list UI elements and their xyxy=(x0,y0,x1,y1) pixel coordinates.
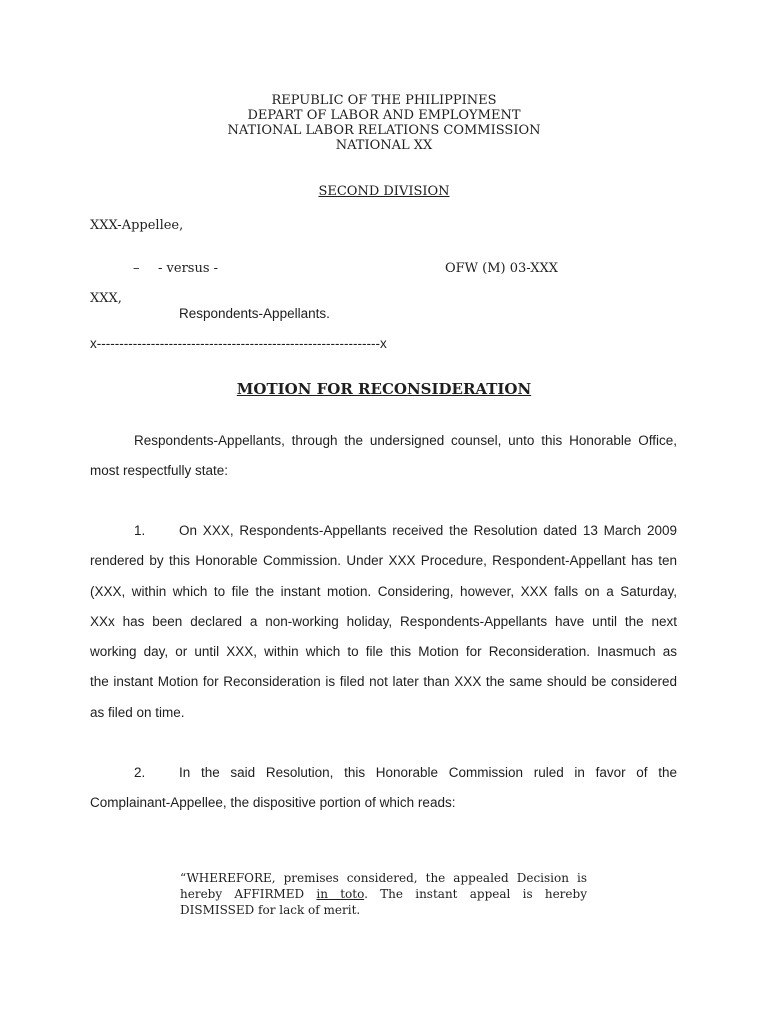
paragraph-number: 2. xyxy=(134,765,146,780)
header-line-republic: REPUBLIC OF THE PHILIPPINES xyxy=(271,93,497,108)
numbered-paragraph-2 xyxy=(90,758,677,819)
paragraph-line: XXx has been declared a non-working holiday, Respondents-Appellants have until the next xyxy=(90,613,677,629)
header-line-department: DEPART OF LABOR AND EMPLOYMENT xyxy=(247,108,521,123)
quote-text: hereby AFFIRMED xyxy=(180,887,317,901)
paragraph-line: as filed on time. xyxy=(90,704,185,720)
division-label: SECOND DIVISION xyxy=(318,184,450,199)
caption-appellee: XXX-Appellee, xyxy=(90,218,184,233)
caption-respondent-role: Respondents-Appellants. xyxy=(179,306,330,321)
quote-line xyxy=(180,886,587,902)
paragraph-line: Complainant-Appellee, the dispositive portion of which reads: xyxy=(90,795,456,811)
document-header xyxy=(0,93,768,153)
quote-line: DISMISSED for lack of merit. xyxy=(180,903,361,917)
paragraph-line-text: On XXX, Respondents-Appellants received the Resolution dated 13 March 2009 xyxy=(179,523,677,538)
paragraph-first-line xyxy=(90,758,677,788)
header-line-national: NATIONAL XX xyxy=(335,138,433,153)
caption-versus: - versus - xyxy=(158,261,219,276)
paragraph-line: the instant Motion for Reconsideration is filed not later than XXX the same should be considered xyxy=(90,674,677,690)
paragraph-number: 1. xyxy=(134,523,146,538)
paragraph-line: working day, or until XXX, within which to file this Motion for Reconsideration. Inasmuch as xyxy=(90,644,677,660)
intro-line: Respondents-Appellants, through the undersigned counsel, unto this Honorable Office, xyxy=(134,433,677,448)
document-title-text: MOTION FOR RECONSIDERATION xyxy=(236,380,532,398)
caption-dash: – xyxy=(133,261,140,276)
intro-paragraph xyxy=(90,426,677,487)
paragraph-line: rendered by this Honorable Commission. Under XXX Procedure, Respondent-Appellant has ten xyxy=(90,553,677,569)
header-line-commission: NATIONAL LABOR RELATIONS COMMISSION xyxy=(227,123,541,138)
quote-underlined-text: in toto xyxy=(316,887,365,901)
document-title xyxy=(0,380,768,398)
quote-text: . The instant appeal is hereby xyxy=(364,887,587,901)
numbered-paragraph-1 xyxy=(90,516,677,728)
division-heading xyxy=(0,184,768,199)
intro-line: most respectfully state: xyxy=(90,463,229,479)
quote-line: “WHEREFORE, premises considered, the appealed Decision is xyxy=(180,871,587,885)
caption-separator: x---------------------------------------------------------------x xyxy=(90,336,387,351)
paragraph-first-line xyxy=(90,516,677,546)
block-quote xyxy=(180,870,587,918)
caption-respondent: XXX, xyxy=(90,291,122,306)
case-number: OFW (M) 03-XXX xyxy=(445,261,558,276)
paragraph-line-text: In the said Resolution, this Honorable Commission ruled in favor of the xyxy=(179,765,677,780)
paragraph-line: (XXX, within which to file the instant motion. Considering, however, XXX falls on a Saturday, xyxy=(90,583,677,599)
